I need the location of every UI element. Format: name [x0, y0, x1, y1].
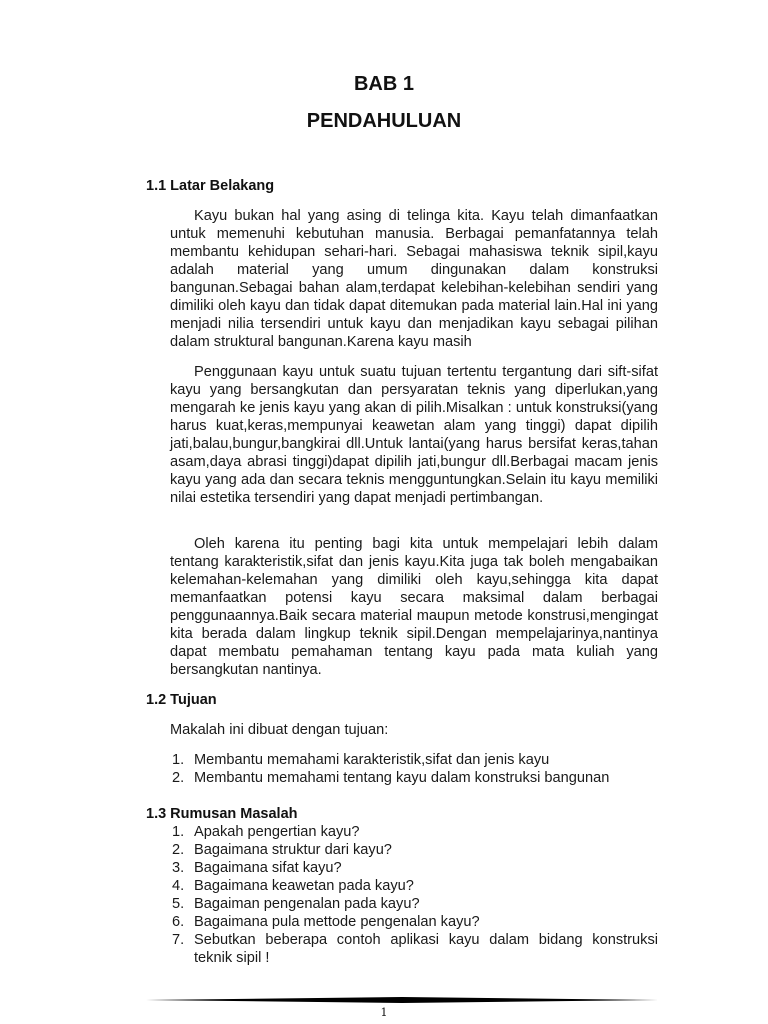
list-item-text: Bagaimana sifat kayu? [194, 860, 342, 876]
list-item [170, 751, 658, 769]
list-item-number: 6. [172, 914, 185, 930]
list-item-text: Bagaimana keawetan pada kayu? [194, 878, 414, 894]
paragraph-latar-belakang-3: Oleh karena itu penting bagi kita untuk mempelajari lebih dalam tentang karakteristik,sifat dan jenis kayu.Kita juga tak boleh mengabaikan kelemahan-kelemahan yang dimiliki oleh kayu,sehingga kita dapat memanfaatkan potensi kayu secara maksimal dalam berbagai penggunaannya.Baik secara material maupun metode konstrusi,mengingat kita berada dalam lingkup teknik sipil.Dengan mempelajarinya,nantinya dapat membatu pemahaman tentang kayu pada mata kuliah yang bersangkutan nantinya. [170, 536, 658, 678]
list-item-number: 3. [172, 860, 185, 876]
list-item [170, 841, 658, 859]
list-item-text: Apakah pengertian kayu? [194, 824, 360, 840]
page-number: 1 [380, 1006, 388, 1019]
paragraph-latar-belakang-1: Kayu bukan hal yang asing di telinga kita. Kayu telah dimanfaatkan untuk memenuhi kebutuhan manusia. Berbagai pemanfatannya telah membantu kehidupan sehari-hari. Sebagai mahasiswa teknik sipil,kayu adalah material yang umum dingunakan dalam konstruksi bangunan.Sebagai bahan alam,terdapat kelebihan-kelebihan sendiri yang dimiliki oleh kayu dan tidak dapat ditemukan pada material lain.Hal ini yang menjadi nilia tersendiri untuk kayu dan menjadikan kayu sebagai pilihan dalam struktural bangunan.Karena kayu masih [170, 208, 658, 350]
list-item [170, 913, 658, 931]
list-item [170, 877, 658, 895]
chapter-number: BAB 1 [353, 73, 414, 95]
list-item-number: 2. [172, 842, 185, 858]
list-item-number: 5. [172, 896, 185, 912]
list-item-text: Sebutkan beberapa contoh aplikasi kayu dalam bidang konstruksi teknik sipil ! [194, 932, 658, 966]
list-item [170, 769, 658, 787]
tujuan-intro: Makalah ini dibuat dengan tujuan: [170, 722, 389, 738]
list-item-number: 1. [172, 824, 185, 840]
section-heading-latar-belakang: 1.1 Latar Belakang [146, 178, 275, 194]
section-heading-tujuan: 1.2 Tujuan [146, 692, 217, 708]
list-item [170, 859, 658, 877]
list-item-number: 1. [172, 752, 185, 768]
chapter-title: PENDAHULUAN [306, 110, 462, 132]
list-item [170, 895, 658, 913]
list-item-text: Bagaiman pengenalan pada kayu? [194, 896, 420, 912]
section-heading-rumusan-masalah: 1.3 Rumusan Masalah [146, 806, 298, 822]
list-item-number: 4. [172, 878, 185, 894]
paragraph-latar-belakang-2: Penggunaan kayu untuk suatu tujuan tertentu tergantung dari sift-sifat kayu yang bersangkutan dan persyaratan teknis yang diperlukan,yang mengarah ke jenis kayu yang akan di pilih.Misalkan : untuk konstruksi(yang harus kuat,keras,mempunyai keawetan alam yang tinggi) dapat dipilih jati,balau,bungur,bangkirai dll.Untuk lantai(yang harus bersifat keras,tahan asam,daya abrasi tinggi)dapat dipilih jati,bungur dll.Berbagai macam jenis kayu yang ada dan secara teknis mengguntungkan.Selain itu kayu memiliki nilai estetika tersendiri yang dapat menjadi pertimbangan. [170, 364, 658, 506]
list-item-text: Bagaimana struktur dari kayu? [194, 842, 392, 858]
footer-rule-divider [146, 997, 658, 1003]
list-item-number: 7. [172, 932, 185, 948]
list-item [170, 931, 658, 967]
list-item-number: 2. [172, 770, 185, 786]
tujuan-list [170, 751, 658, 787]
rumusan-masalah-list [170, 823, 658, 967]
list-item-text: Membantu memahami karakteristik,sifat dan jenis kayu [194, 752, 550, 768]
list-item-text: Bagaimana pula mettode pengenalan kayu? [194, 914, 480, 930]
list-item [170, 823, 658, 841]
list-item-text: Membantu memahami tentang kayu dalam konstruksi bangunan [194, 770, 610, 786]
